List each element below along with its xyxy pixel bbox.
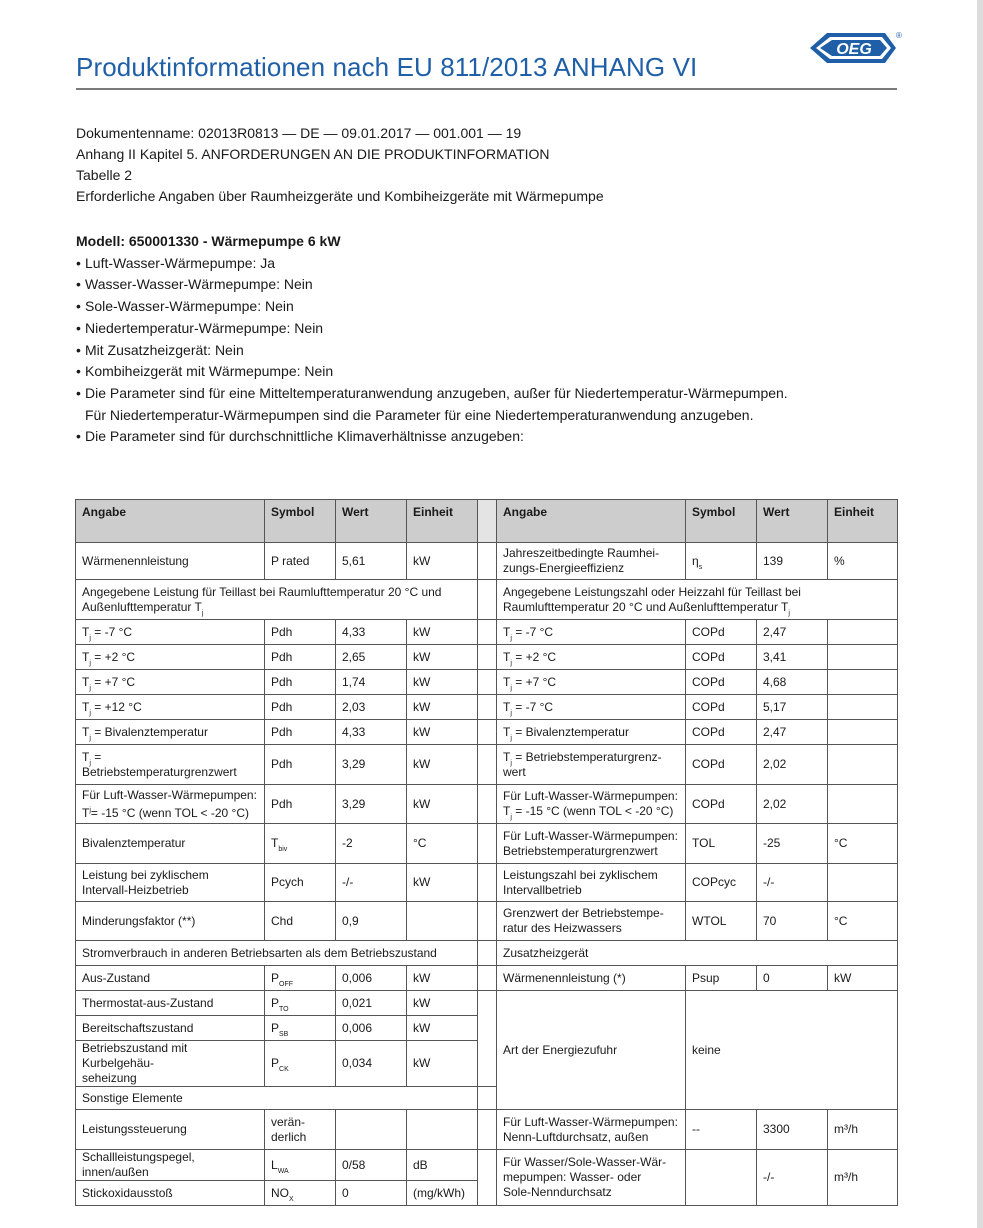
cell-value: 0/58 (336, 1150, 407, 1181)
cell-symbol: Pdh (265, 785, 336, 824)
table-row (76, 824, 898, 864)
cell-value: 3,29 (336, 785, 407, 824)
cell-value: 2,47 (757, 720, 828, 745)
cell-unit: kW (407, 620, 478, 645)
cell-label: Bivalenztemperatur (76, 824, 265, 864)
table-row (76, 785, 898, 824)
cell-label (497, 902, 686, 941)
list-item: • Luft-Wasser-Wärmepumpe: Ja (76, 253, 916, 275)
column-separator (478, 1087, 497, 1110)
table-row (76, 745, 898, 785)
tj-symbol: T (82, 749, 90, 764)
cell-value (336, 1110, 407, 1150)
cell-label (76, 1041, 265, 1087)
table-row (76, 720, 898, 745)
list-item: • Wasser-Wasser-Wärmepumpe: Nein (76, 274, 916, 296)
subscript: j (89, 759, 91, 767)
cell-unit: kW (407, 670, 478, 695)
header-angabe: Angabe (76, 500, 265, 543)
table-row (76, 902, 898, 941)
requirements-line: Erforderliche Angaben über Raumheizgeräte und Kombiheizgeräte mit Wärmepumpe (76, 188, 604, 204)
label-text: = Bivalenztemperatur (511, 724, 629, 739)
cell-value: -2 (336, 824, 407, 864)
cell-unit: kW (407, 720, 478, 745)
cell-symbol: COPd (686, 620, 757, 645)
label-text: Für Luft-Wasser-Wärmepumpen: (82, 787, 257, 802)
tj-symbol: T (503, 624, 511, 639)
cell-label (497, 864, 686, 902)
cell-symbol: COPd (686, 745, 757, 785)
cell-symbol (265, 1041, 336, 1087)
subscript: j (89, 634, 91, 642)
subscript: j (510, 659, 512, 667)
cell-symbol (265, 1150, 336, 1181)
column-separator (478, 991, 497, 1087)
cell-unit: kW (407, 1016, 478, 1041)
cell-label (76, 745, 265, 785)
label-text: Grenzwert der Betriebstempe- (503, 906, 664, 920)
cell-value: 2,02 (757, 785, 828, 824)
section-heading: Stromverbrauch in anderen Betriebsarten als dem Betriebszustand (76, 941, 478, 966)
cell-symbol: COPcyc (686, 864, 757, 902)
table-row (76, 695, 898, 720)
symbol-text: NO (271, 1185, 289, 1200)
symbol-text: L (271, 1157, 278, 1172)
cell-symbol (265, 1016, 336, 1041)
label-text: Betriebstemperaturgrenzwert (503, 843, 658, 858)
cell-label (497, 543, 686, 580)
cell-unit: kW (407, 864, 478, 902)
subscript: j (510, 734, 512, 742)
symbol-subscript: TO (279, 1005, 289, 1013)
cell-label (497, 645, 686, 670)
logo-registered: ® (896, 31, 902, 40)
cell-label (497, 785, 686, 824)
table-row (76, 966, 898, 991)
subscript: j (510, 709, 512, 717)
cell-value: 2,03 (336, 695, 407, 720)
cell-label: Art der Energiezufuhr (497, 991, 686, 1110)
symbol-subscript: WA (277, 1167, 289, 1175)
cell-symbol (686, 543, 757, 580)
cell-label: Leistungssteuerung (76, 1110, 265, 1150)
cell-label: Wärmenennleistung (76, 543, 265, 580)
table-row (76, 620, 898, 645)
column-separator (478, 720, 497, 745)
cell-unit: m³/h (828, 1150, 898, 1206)
cell-value: 5,61 (336, 543, 407, 580)
cell-value: 139 (757, 543, 828, 580)
section-heading (76, 580, 478, 620)
column-separator (478, 620, 497, 645)
cell-label: Schallleistungspegel, innen/außen (76, 1150, 265, 1181)
cell-value: keine (686, 991, 898, 1110)
cell-symbol: Pdh (265, 745, 336, 785)
cell-symbol: COPd (686, 785, 757, 824)
label-text: = +7 °C (90, 674, 136, 689)
cell-label (497, 620, 686, 645)
section-text: Außenlufttemperatur T (82, 599, 202, 614)
cell-value: 2,02 (757, 745, 828, 785)
subscript: j (201, 609, 204, 617)
symbol-text: P (271, 995, 280, 1010)
cell-unit (407, 902, 478, 941)
cell-value: 3300 (757, 1110, 828, 1150)
cell-unit: °C (828, 902, 898, 941)
column-separator (478, 824, 497, 864)
label-text: Intervallbetrieb (503, 882, 582, 897)
cell-label (497, 1110, 686, 1150)
list-item: • Die Parameter sind für eine Mitteltemperaturanwendung anzugeben, außer für Niedertemperatur-Wärmepumpen. (76, 383, 916, 405)
cell-unit: kW (407, 543, 478, 580)
label-text: = Bivalenztemperatur (90, 724, 208, 739)
column-separator (478, 500, 497, 543)
cell-unit: °C (407, 824, 478, 864)
cell-value: 70 (757, 902, 828, 941)
tj-symbol: T (503, 699, 511, 714)
cell-unit: kW (407, 966, 478, 991)
subscript: j (89, 659, 91, 667)
cell-value: 0 (336, 1181, 407, 1206)
subscript: j (89, 684, 91, 692)
cell-unit (828, 785, 898, 824)
symbol-subscript: OFF (279, 980, 294, 988)
cell-unit (828, 645, 898, 670)
column-separator (478, 785, 497, 824)
column-separator (478, 941, 497, 966)
label-text: = -7 °C (90, 624, 133, 639)
cell-symbol: WTOL (686, 902, 757, 941)
cell-symbol: P rated (265, 543, 336, 580)
cell-value: 0,006 (336, 966, 407, 991)
cell-unit: (mg/kWh) (407, 1181, 478, 1206)
label-text: = -7 °C (511, 624, 554, 639)
cell-value: 3,41 (757, 645, 828, 670)
table-row (76, 645, 898, 670)
header-symbol: Symbol (686, 500, 757, 543)
cell-label (76, 670, 265, 695)
model-section (76, 231, 916, 448)
subscript: j (510, 684, 512, 692)
label-text: = +12 °C (90, 699, 142, 714)
page-title: Produktinformationen nach EU 811/2013 ANHANG VI (76, 52, 698, 82)
column-separator (478, 543, 497, 580)
label-text: = -15 °C (wenn TOL < -20 °C) (90, 805, 250, 820)
cell-unit: kW (407, 1041, 478, 1087)
cell-label (76, 695, 265, 720)
cell-label (497, 824, 686, 864)
tj-symbol: T (82, 649, 90, 664)
column-separator (478, 1110, 497, 1150)
cell-unit: °C (828, 824, 898, 864)
label-text: Für Luft-Wasser-Wärmepumpen: (503, 828, 678, 843)
cell-unit (828, 620, 898, 645)
header-wert: Wert (757, 500, 828, 543)
subscript: j (510, 759, 512, 767)
cell-value: 0,034 (336, 1041, 407, 1087)
table-row (76, 1110, 898, 1150)
label-text: = -15 °C (wenn TOL < -20 °C) (511, 804, 674, 818)
label-text: Sole-Nenndurchsatz (503, 1185, 612, 1199)
model-bullet-list (76, 253, 916, 448)
cell-symbol (686, 1150, 757, 1206)
label-text: = Betriebstemperaturgrenz- (511, 749, 662, 764)
cell-label: Stickoxidausstoß (76, 1181, 265, 1206)
list-item: Für Niedertemperatur-Wärmepumpen sind die Parameter für eine Niedertemperaturanwendung anzugeben. (85, 406, 754, 423)
cell-unit: m³/h (828, 1110, 898, 1150)
cell-symbol (265, 1110, 336, 1150)
table-row (76, 991, 898, 1016)
section-text: Raumlufttemperatur 20 °C und Außenlufttemperatur T (503, 599, 789, 614)
cell-label: Bereitschaftszustand (76, 1016, 265, 1041)
cell-symbol: Pcych (265, 864, 336, 902)
cell-label (76, 785, 265, 824)
label-text: Betriebszustand mit Kurbelgehäu- (82, 1041, 188, 1070)
cell-symbol: TOL (686, 824, 757, 864)
label-text: = +7 °C (511, 674, 557, 689)
cell-value: 0 (757, 966, 828, 991)
label-text: mepumpen: Wasser- oder (503, 1170, 642, 1184)
cell-symbol: -- (686, 1110, 757, 1150)
section-heading: Sonstige Elemente (76, 1087, 478, 1110)
cell-label: Wärmenennleistung (*) (497, 966, 686, 991)
cell-label (497, 1150, 686, 1206)
cell-symbol: COPd (686, 695, 757, 720)
table-number: Tabelle 2 (76, 167, 133, 183)
cell-value: 3,29 (336, 745, 407, 785)
cell-symbol: Pdh (265, 670, 336, 695)
cell-label (76, 720, 265, 745)
label-text: = Betriebstemperaturgrenzwert (82, 749, 237, 779)
cell-value: 4,33 (336, 720, 407, 745)
cell-symbol: Pdh (265, 720, 336, 745)
cell-value: -/- (336, 864, 407, 902)
column-separator (478, 902, 497, 941)
label-text: wert (503, 764, 526, 779)
table-row (76, 670, 898, 695)
subscript: j (89, 709, 91, 717)
cell-label: Aus-Zustand (76, 966, 265, 991)
section-heading (497, 580, 898, 620)
column-separator (478, 580, 497, 620)
list-item: • Mit Zusatzheizgerät: Nein (76, 340, 916, 362)
tj-symbol: T (503, 674, 511, 689)
column-separator (478, 670, 497, 695)
column-separator (478, 645, 497, 670)
cell-value: 2,65 (336, 645, 407, 670)
section-heading: Zusatzheizgerät (497, 941, 898, 966)
cell-unit: kW (407, 695, 478, 720)
cell-symbol (265, 1181, 336, 1206)
cell-symbol: Chd (265, 902, 336, 941)
label-text: = -7 °C (511, 699, 554, 714)
page-edge (977, 0, 983, 1228)
tj-symbol: T (503, 804, 511, 818)
label-text: = +2 °C (511, 649, 557, 664)
cell-value: 0,021 (336, 991, 407, 1016)
cell-symbol: Pdh (265, 620, 336, 645)
column-separator (478, 745, 497, 785)
cell-symbol: Psup (686, 966, 757, 991)
label-text: Für Wasser/Sole-Wasser-Wär- (503, 1155, 667, 1169)
label-text: ratur des Heizwassers (503, 921, 622, 935)
cell-value: 5,17 (757, 695, 828, 720)
table-header-row (76, 500, 898, 543)
cell-value: 2,47 (757, 620, 828, 645)
table-section-row (76, 941, 898, 966)
column-separator (478, 695, 497, 720)
cell-unit: kW (407, 991, 478, 1016)
cell-symbol (265, 966, 336, 991)
tj-symbol: T (503, 649, 511, 664)
symbol-text: T (271, 836, 279, 850)
label-text: seheizung (82, 1071, 137, 1085)
cell-value: 4,33 (336, 620, 407, 645)
cell-value: 0,006 (336, 1016, 407, 1041)
label-line: zungs-Energieeffizienz (503, 561, 625, 575)
label-text: Intervall-Heizbetrieb (82, 882, 189, 897)
cell-unit: kW (407, 745, 478, 785)
subscript: j (510, 814, 512, 821)
table-row (76, 1150, 898, 1181)
cell-symbol (265, 824, 336, 864)
cell-label: Minderungsfaktor (**) (76, 902, 265, 941)
document-intro (76, 123, 906, 207)
cell-symbol: Pdh (265, 645, 336, 670)
cell-symbol (265, 991, 336, 1016)
cell-unit: kW (407, 785, 478, 824)
symbol-text: P (271, 970, 280, 985)
header-einheit: Einheit (828, 500, 898, 543)
cell-unit (828, 670, 898, 695)
cell-value: -/- (757, 1150, 828, 1206)
cell-unit (828, 695, 898, 720)
cell-unit: kW (828, 966, 898, 991)
symbol-text: P (271, 1056, 280, 1070)
cell-symbol: COPd (686, 670, 757, 695)
cell-symbol: Pdh (265, 695, 336, 720)
column-separator (478, 966, 497, 991)
symbol-text: verän- (271, 1114, 306, 1129)
symbol-subscript: biv (278, 846, 288, 853)
cell-unit (828, 720, 898, 745)
table-row (76, 864, 898, 902)
cell-label (76, 645, 265, 670)
label-text: Für Luft-Wasser-Wärmepumpen: (503, 789, 678, 803)
cell-label (497, 745, 686, 785)
title-rule (76, 88, 897, 90)
column-separator (478, 1150, 497, 1206)
tj-symbol: T (82, 724, 90, 739)
label-text: T (82, 805, 90, 820)
header-angabe: Angabe (497, 500, 686, 543)
label-text: Nenn-Luftdurchsatz, außen (503, 1129, 649, 1144)
superscript: j (89, 806, 91, 814)
table-row (76, 543, 898, 580)
cell-value: 4,68 (757, 670, 828, 695)
section-text: Angegebene Leistungszahl oder Heizzahl für Teillast bei (503, 584, 801, 599)
label-line: Jahreszeitbedingte Raumhei- (503, 546, 660, 560)
cell-value: 1,74 (336, 670, 407, 695)
table-section-row (76, 580, 898, 620)
label-text: = +2 °C (90, 649, 136, 664)
tj-symbol: T (82, 624, 90, 639)
header-einheit: Einheit (407, 500, 478, 543)
section-text: Angegebene Leistung für Teillast bei Raumlufttemperatur 20 °C und (82, 584, 442, 599)
subscript: j (89, 734, 91, 742)
model-title: Modell: 650001330 - Wärmepumpe 6 kW (76, 233, 341, 249)
oeg-logo (807, 28, 902, 68)
logo-text: OEG (836, 41, 872, 58)
header-symbol: Symbol (265, 500, 336, 543)
cell-value: 0,9 (336, 902, 407, 941)
label-text: Leistungszahl bei zyklischem (503, 867, 658, 882)
subscript: j (510, 634, 512, 642)
label-text: Für Luft-Wasser-Wärmepumpen: (503, 1114, 678, 1129)
symbol-text: P (271, 1020, 280, 1035)
annex-chapter: Anhang II Kapitel 5. ANFORDERUNGEN AN DIE PRODUKTINFORMATION (76, 146, 550, 162)
tj-symbol: T (82, 674, 90, 689)
cell-label (497, 670, 686, 695)
spec-table (75, 499, 898, 1206)
symbol-text: η (692, 553, 699, 568)
cell-unit (828, 864, 898, 902)
list-item: • Niedertemperatur-Wärmepumpe: Nein (76, 318, 916, 340)
symbol-subscript: s (698, 563, 703, 571)
cell-unit (828, 745, 898, 785)
cell-symbol: COPd (686, 645, 757, 670)
cell-unit (407, 1110, 478, 1150)
symbol-subscript: CK (279, 1066, 289, 1073)
symbol-subscript: X (289, 1195, 294, 1203)
tj-symbol: T (503, 724, 511, 739)
cell-label (497, 720, 686, 745)
cell-label (76, 620, 265, 645)
list-item: • Die Parameter sind für durchschnittliche Klimaverhältnisse anzugeben: (76, 426, 916, 448)
tj-symbol: T (503, 749, 511, 764)
header-wert: Wert (336, 500, 407, 543)
cell-value: -25 (757, 824, 828, 864)
label-text: Leistung bei zyklischem (82, 867, 209, 882)
cell-unit: kW (407, 645, 478, 670)
symbol-subscript: SB (279, 1030, 289, 1038)
subscript: j (788, 609, 790, 617)
list-item: • Kombiheizgerät mit Wärmepumpe: Nein (76, 361, 916, 383)
cell-label (497, 695, 686, 720)
list-item: • Sole-Wasser-Wärmepumpe: Nein (76, 296, 916, 318)
cell-unit: dB (407, 1150, 478, 1181)
document-name: Dokumentenname: 02013R0813 — DE — 09.01.2017 — 001.001 — 19 (76, 125, 522, 141)
tj-symbol: T (82, 699, 90, 714)
symbol-text: derlich (271, 1129, 307, 1144)
cell-symbol: COPd (686, 720, 757, 745)
cell-label: Thermostat-aus-Zustand (76, 991, 265, 1016)
cell-unit: % (828, 543, 898, 580)
cell-label (76, 864, 265, 902)
column-separator (478, 864, 497, 902)
cell-value: -/- (757, 864, 828, 902)
